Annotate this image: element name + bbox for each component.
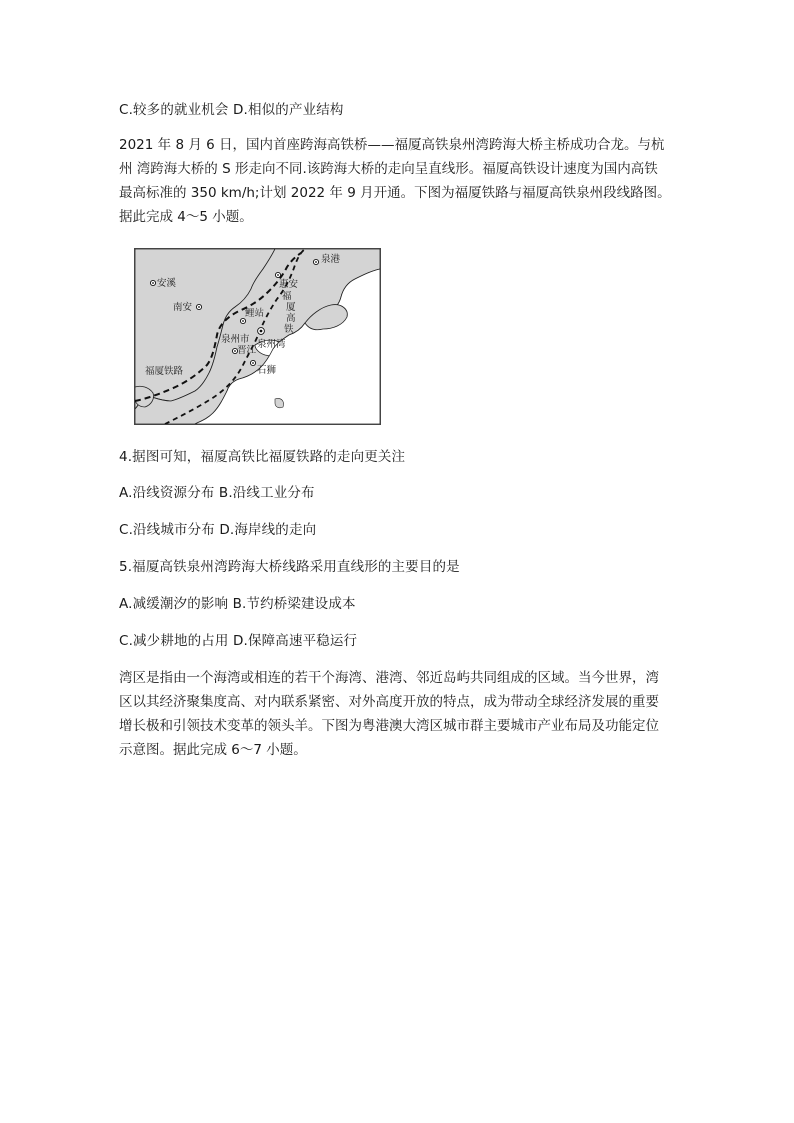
label-lizhan: 鲤站	[245, 308, 265, 319]
label-hsr-1: 福	[282, 291, 292, 302]
label-quangang: 泉港	[321, 254, 341, 265]
question-5: 5.福厦高铁泉州湾跨海大桥线路采用直线形的主要目的是	[119, 559, 460, 575]
question-4: 4.据图可知，福厦高铁比福厦铁路的走向更关注	[119, 449, 406, 465]
question-5-options-ab: A.减缓潮汐的影响 B.节约桥梁建设成本	[119, 596, 356, 612]
railway-route-map	[134, 248, 381, 425]
label-huian: 惠安	[279, 279, 299, 290]
bay-paragraph-line-3: 增长极和引领技术变革的领头羊。下图为粤港澳大湾区城市群主要城市产业布局及功能定位	[119, 718, 659, 734]
label-railway: 福厦铁路	[145, 366, 184, 377]
question-4-options-cd: C.沿线城市分布 D.海岸线的走向	[119, 522, 317, 538]
intro-paragraph-line-2: 州 湾跨海大桥的 S 形走向不同.该跨海大桥的走向呈直线形。福厦高铁设计速度为国内高铁	[119, 161, 658, 177]
intro-paragraph-line-3: 最高标准的 350 km/h;计划 2022 年 9 月开通。下图为福厦铁路与福厦高铁泉州段线路图。	[119, 185, 671, 201]
q3-options-cd: C.较多的就业机会 D.相似的产业结构	[119, 102, 344, 118]
label-hsr-4: 铁	[284, 324, 294, 335]
label-bay: 泉州湾	[257, 339, 286, 350]
label-jinjiang: 晋江	[237, 345, 257, 356]
intro-paragraph-line-1: 2021 年 8 月 6 日，国内首座跨海高铁桥——福厦高铁泉州湾跨海大桥主桥成功合龙。与杭	[119, 137, 665, 153]
bay-paragraph-line-1: 湾区是指由一个海湾或相连的若干个海湾、港湾、邻近岛屿共同组成的区域。当今世界，湾	[119, 670, 659, 686]
question-5-options-cd: C.减少耕地的占用 D.保障高速平稳运行	[119, 633, 358, 649]
bay-paragraph-line-2: 区以其经济聚集度高、对内联系紧密、对外高度开放的特点，成为带动全球经济发展的重要	[119, 694, 659, 710]
label-shishi: 石狮	[257, 365, 277, 376]
label-hsr-3: 高	[286, 313, 296, 324]
label-hsr-2: 厦	[286, 302, 296, 313]
label-nanan: 南安	[173, 302, 193, 313]
intro-paragraph-line-4: 据此完成 4～5 小题。	[119, 209, 253, 225]
question-4-options-ab: A.沿线资源分布 B.沿线工业分布	[119, 485, 315, 501]
label-anxi: 安溪	[157, 278, 177, 289]
bay-paragraph-line-4: 示意图。据此完成 6～7 小题。	[119, 742, 307, 758]
map-island-2	[275, 398, 284, 407]
label-quanzhou: 泉州市	[221, 334, 250, 345]
